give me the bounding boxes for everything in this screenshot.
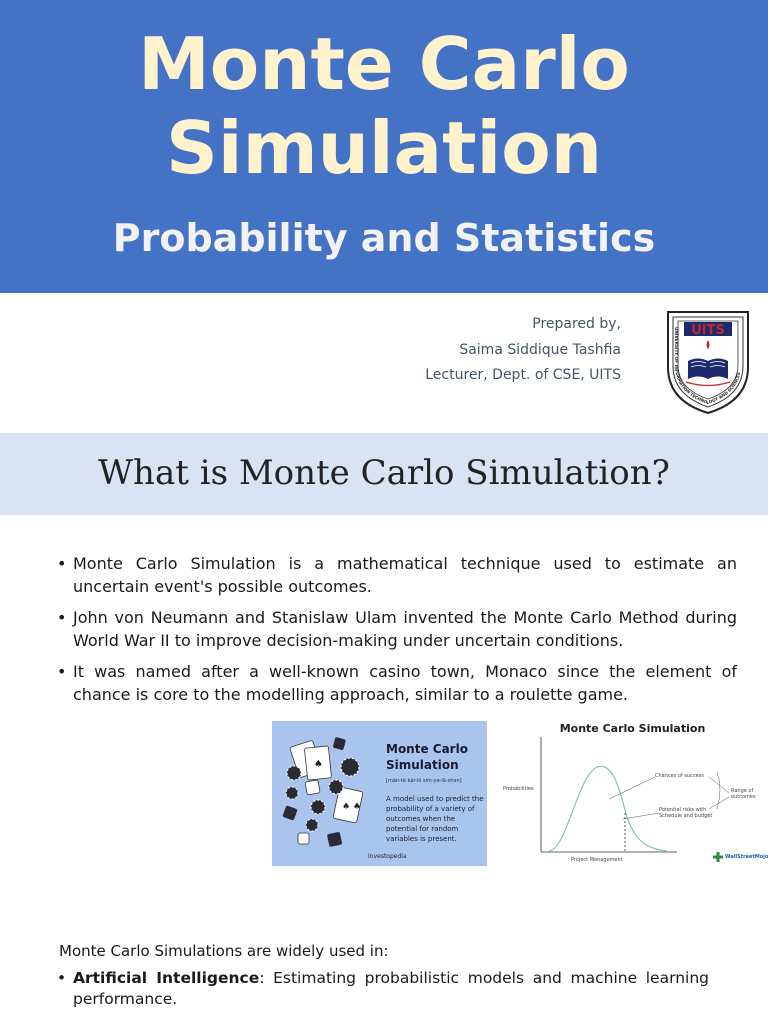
investopedia-description: A model used to predict the probability of a variety of outcomes when the potential for random variables is present. <box>386 795 484 843</box>
subtitle: Probability and Statistics <box>112 216 656 260</box>
bell-curve-chart <box>497 717 768 869</box>
preparer-position: Lecturer, Dept. of CSE, UITS <box>425 367 621 383</box>
wsm-brand: WallStreetMojo <box>725 854 768 860</box>
investopedia-title: Monte Carlo Simulation <box>386 742 468 772</box>
wallstreetmojo-figure <box>497 717 768 869</box>
uits-logo <box>664 309 752 415</box>
usage-item <box>56 968 709 1010</box>
investopedia-brand: Investopedia <box>368 853 407 860</box>
title <box>0 22 768 190</box>
section-heading: What is Monte Carlo Simulation? <box>98 453 670 493</box>
bullet-item: • It was named after a well-known casino town, Monaco since the element of chance is core to the modelling approach, similar to a roulette game. <box>56 660 737 706</box>
svg-text:♠: ♠ <box>314 759 323 770</box>
definition-bullets <box>56 552 737 714</box>
wsm-title: Monte Carlo Simulation <box>559 722 706 735</box>
usage-list <box>56 968 709 1018</box>
logo-ring-text: UNIVERSITY OF INFORMATION TECHNOLOGY AND SCIENCES <box>673 327 742 406</box>
bullet-item: • John von Neumann and Stanislaw Ulam invented the Monte Carlo Method during World War II to improve decision-making under uncertain conditions. <box>56 606 737 652</box>
investopedia-pronunciation: [män-tē kär-lō sim-yə-lā-shən] <box>386 778 462 784</box>
investopedia-figure <box>272 721 487 866</box>
preparer-name: Saima Siddique Tashfia <box>459 341 621 358</box>
usage-term: Artificial Intelligence <box>73 969 260 987</box>
title-slide-band <box>0 0 768 293</box>
wsm-annotation-chances: Chances of success <box>655 773 704 779</box>
preparer-block <box>425 312 621 389</box>
pointer-risks <box>623 813 659 819</box>
wsm-ylabel: Probabilities <box>503 786 534 792</box>
bullet-item: • Monte Carlo Simulation is a mathematical technique used to estimate an uncertain event's possible outcomes. <box>56 552 737 598</box>
usage-intro: Monte Carlo Simulations are widely used in: <box>59 942 389 960</box>
logo-abbr: UITS <box>691 323 725 338</box>
usage-text: : Estimating probabilistic models and machine learning performance. <box>73 969 709 1008</box>
playing-cards-icon <box>290 740 363 823</box>
title-line1: Monte Carlo <box>138 22 630 106</box>
casino-illustration <box>272 721 382 866</box>
wallstreetmojo-logo-icon <box>713 852 723 862</box>
preparer-label: Prepared by, <box>532 316 621 332</box>
title-line2: Simulation <box>166 106 602 190</box>
wsm-annotation-range: Range of outcomes <box>731 788 756 800</box>
wsm-annotation-risks: Potential risks with Schedule and budget <box>659 807 713 819</box>
bell-curve <box>549 766 667 851</box>
wsm-xlabel: Project Management <box>571 857 623 863</box>
svg-text:♠ ♠: ♠ ♠ <box>342 802 361 812</box>
